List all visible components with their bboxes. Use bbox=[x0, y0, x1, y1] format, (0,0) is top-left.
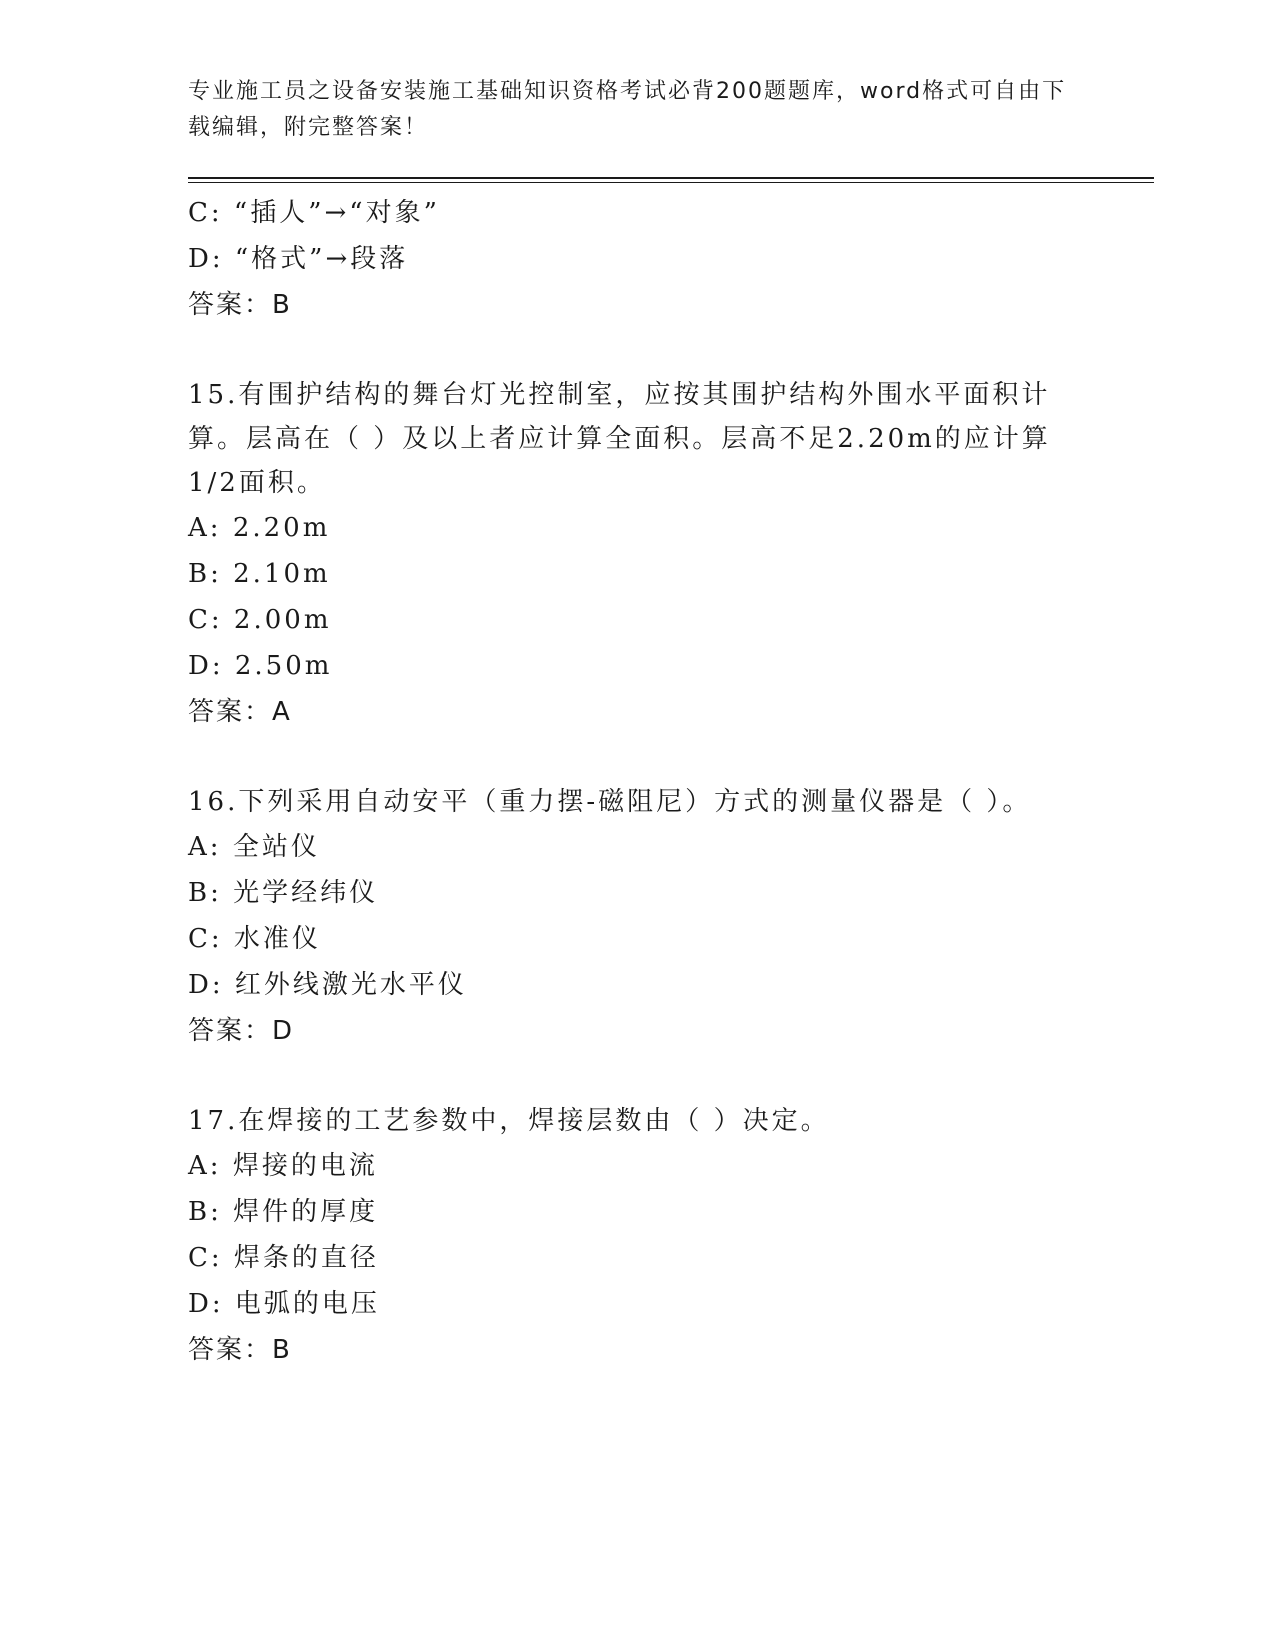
answer-line: 答案：B bbox=[188, 290, 292, 320]
question-stem: 16.下列采用自动安平（重力摆-磁阻尼）方式的测量仪器是（ ）。 bbox=[188, 787, 1032, 817]
option-d: D: 红外线激光水平仪 bbox=[188, 970, 467, 1000]
option-b: B: 焊件的厚度 bbox=[188, 1197, 379, 1227]
option-b: B: 2.10m bbox=[188, 559, 331, 589]
option-d: D: 电弧的电压 bbox=[188, 1289, 380, 1319]
option-c: C: 2.00m bbox=[188, 605, 332, 635]
option-a: A: 全站仪 bbox=[188, 832, 320, 862]
question-list bbox=[188, 190, 1088, 1373]
option-b: B: 光学经纬仪 bbox=[188, 878, 379, 908]
document-header: 专业施工员之设备安装施工基础知识资格考试必背200题题库，word格式可自由下载编辑，附完整答案！ bbox=[188, 79, 1067, 140]
question-16 bbox=[188, 780, 1088, 1054]
answer-line: 答案：B bbox=[188, 1335, 292, 1365]
question-stem: 15.有围护结构的舞台灯光控制室，应按其围护结构外围水平面积计算。层高在（ ）及以上者应计算全面积。层高不足2.20m的应计算1/2面积。 bbox=[188, 380, 1051, 498]
question-15 bbox=[188, 373, 1088, 735]
option-c: C: “插人”→“对象” bbox=[188, 198, 440, 228]
header-divider-thin bbox=[188, 182, 1154, 183]
option-d: D: 2.50m bbox=[188, 651, 333, 681]
option-a: A: 2.20m bbox=[188, 513, 331, 543]
option-c: C: 焊条的直径 bbox=[188, 1243, 379, 1273]
option-c: C: 水准仪 bbox=[188, 924, 321, 954]
option-d: D: “格式”→段落 bbox=[188, 244, 409, 274]
partial-question bbox=[188, 190, 1088, 328]
answer-line: 答案：D bbox=[188, 1016, 295, 1046]
question-stem: 17.在焊接的工艺参数中，焊接层数由（ ）决定。 bbox=[188, 1106, 830, 1136]
question-17 bbox=[188, 1099, 1088, 1373]
option-a: A: 焊接的电流 bbox=[188, 1151, 378, 1181]
answer-line: 答案：A bbox=[188, 697, 292, 727]
header-divider-thick bbox=[188, 177, 1154, 179]
